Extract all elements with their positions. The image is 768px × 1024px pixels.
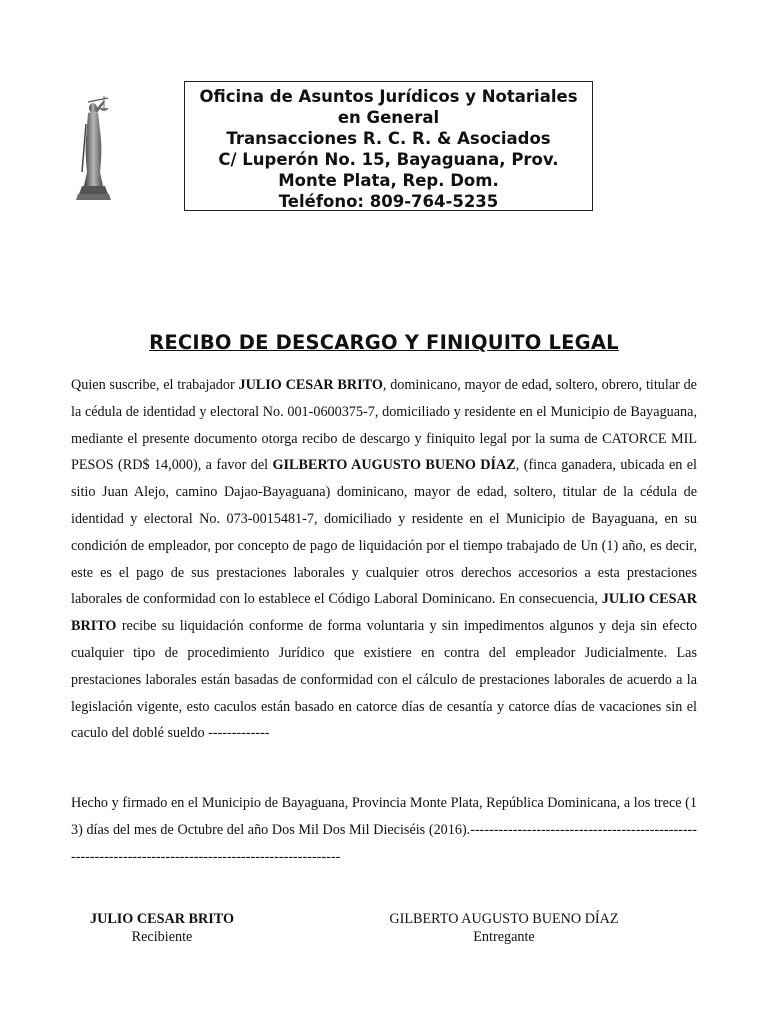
giver-role: Entregante [473, 929, 535, 945]
signature-block-giver [376, 910, 632, 946]
closing-paragraph: Hecho y firmado en el Municipio de Bayaguana, Provincia Monte Plata, República Dominicana, a los trece (13) días del mes de Octubre del año Dos Mil Dos Mil Dieciséis (2016).--------------------------------------------------------------------------------------------------------- [71, 795, 697, 865]
worker-name-repeat: JULIO CESAR BRITO [71, 591, 698, 635]
lady-justice-logo-icon [74, 94, 114, 204]
worker-name: JULIO CESAR BRITO [238, 377, 383, 393]
giver-name: GILBERTO AUGUSTO BUENO DÍAZ [389, 911, 619, 927]
employer-name: GILBERTO AUGUSTO BUENO DÍAZ [272, 457, 516, 474]
document-title: RECIBO DE DESCARGO Y FINIQUITO LEGAL [149, 331, 619, 354]
body-text-part-2: , dominicano, mayor de edad, soltero, obrero, titular de la cédula de identidad y electoral No. 001-0600375-7, domiciliado y residente en el Municipio de Bayaguana, mediante el presente documento otorga recibo de descargo y finiquito legal por la suma de CATORCE MIL PESOS (RD$ 14,000), a favor del [71, 377, 697, 474]
header-line-2: en General [337, 108, 440, 127]
body-text-part-4: recibe su liquidación conforme de forma voluntaria y sin impedimentos algunos y deja sin efecto cualquier tipo de procedimiento Jurídico que existiere en contra del empleador Judicialmente. Las prestaciones laborales están basadas de conformidad con el cálculo de prestaciones laborales de acuerdo a la legislación vigente, esto caculos están basado en catorce días de cesantía y catorce días de vacaciones sin el caculo del doblé sueldo ------------- [71, 618, 697, 742]
header-line-3: Transacciones R. C. R. & Asociados [226, 129, 551, 148]
body-text-part-1: Quien suscribe, el trabajador [71, 377, 239, 393]
receiver-role: Recibiente [131, 929, 193, 945]
receiver-name: JULIO CESAR BRITO [89, 911, 234, 927]
body-paragraph [71, 372, 697, 747]
header-line-1: Oficina de Asuntos Jurídicos y Notariales [199, 87, 578, 106]
header-line-6: Teléfono: 809-764-5235 [278, 192, 499, 211]
signature-block-receiver [84, 910, 240, 946]
office-header-box [184, 81, 593, 211]
header-line-5: Monte Plata, Rep. Dom. [278, 171, 499, 190]
header-line-4: C/ Luperón No. 15, Bayaguana, Prov. [218, 150, 559, 169]
body-text-part-3: , (finca ganadera, ubicada en el sitio Juan Alejo, camino Dajao-Bayaguana) dominicano, mayor de edad, soltero, titular de la cédula de identidad y electoral No. 073-0015481-7, domiciliado y residente en el Municipio de Bayaguana, en su condición de empleador, por concepto de pago de liquidación por el tiempo trabajado de Un (1) año, es decir, este es el pago de sus prestaciones laborales y cualquier otros derechos accesorios a esta prestaciones laborales de conformidad con lo establece el Código Laboral Dominicano. En consecuencia, [71, 457, 697, 608]
